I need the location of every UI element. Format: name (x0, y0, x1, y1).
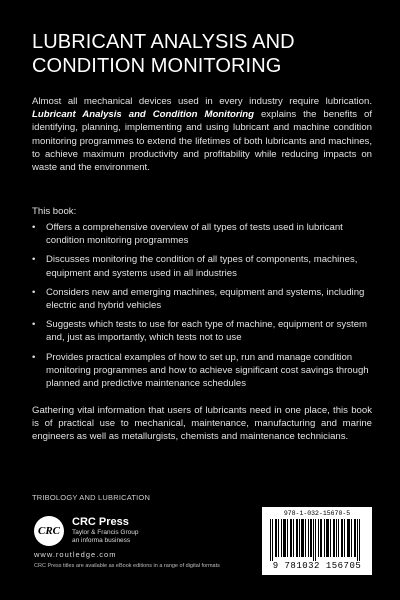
list-item-text: Suggests which tests to use for each type of machine, equipment or system and, just as importantly, which tests not to use (46, 319, 368, 344)
logo-text: CRC (37, 525, 60, 537)
isbn-top-label: 978-1-032-15670-5 (283, 510, 351, 517)
list-item (32, 221, 372, 247)
series-name: TRIBOLOGY AND LUBRICATION (32, 493, 151, 502)
list-item-text: Considers new and emerging machines, equipment and systems, including electric and hybrid vehicles (46, 286, 365, 312)
ebook-note: CRC Press titles are available as eBook editions in a range of digital formats (34, 563, 220, 569)
publisher-name: CRC Press (72, 516, 129, 528)
intro-book-title: Lubricant Analysis and Condition Monitoring (32, 109, 255, 121)
title-line-1: LUBRICANT ANALYSIS AND (32, 31, 295, 53)
publisher-group: Taylor & Francis Group (72, 529, 139, 536)
list-item (32, 318, 372, 344)
book-title (32, 30, 372, 78)
publisher-business: an informa business (72, 537, 131, 544)
this-book-label: This book: (32, 206, 77, 217)
closing-paragraph: Gathering vital information that users of lubricants need in one place, this book is of practical use to mechanical, maintenance, manufacturing and marine engineers as well as metallurgists, chemists and maintenance technicians. (32, 405, 372, 443)
crc-logo-icon (34, 516, 64, 546)
bullet-icon: • (32, 286, 36, 298)
list-item-text: Offers a comprehensive overview of all types of tests used in lubricant condition monitoring programmes (46, 222, 343, 247)
title-line-2: CONDITION MONITORING (32, 55, 282, 77)
bullet-icon: • (32, 254, 36, 266)
bullet-icon: • (32, 319, 36, 331)
bullet-icon: • (32, 351, 36, 363)
intro-paragraph (32, 95, 372, 174)
list-item (32, 351, 372, 391)
intro-lead: Almost all mechanical devices used in every industry require lubrication. (32, 96, 372, 107)
isbn-barcode (262, 507, 372, 575)
bullet-icon: • (32, 222, 36, 233)
barcode-icon (270, 519, 364, 561)
publisher-block (72, 516, 138, 545)
list-item (32, 286, 372, 312)
list-item-text: Provides practical examples of how to set up, run and manage condition monitoring programmes and how to achieve significant cost savings through planned and predictive maintenance schedules (46, 351, 369, 390)
isbn-digits: 9 781032 156705 (272, 561, 362, 571)
list-item (32, 253, 372, 279)
feature-list (32, 221, 372, 396)
intro-rest: explains the benefits of identifying, planning, implementing and using lubricant and machine condition monitoring programmes to extend the lifetimes of both lubricants and machines, to achieve maximum productivity and profitability while reducing impacts on waste and the environment. (32, 109, 372, 174)
list-item-text: Discusses monitoring the condition of all types of components, machines, equipment and systems used in all industries (46, 254, 358, 279)
website-link: www.routledge.com (34, 550, 117, 559)
